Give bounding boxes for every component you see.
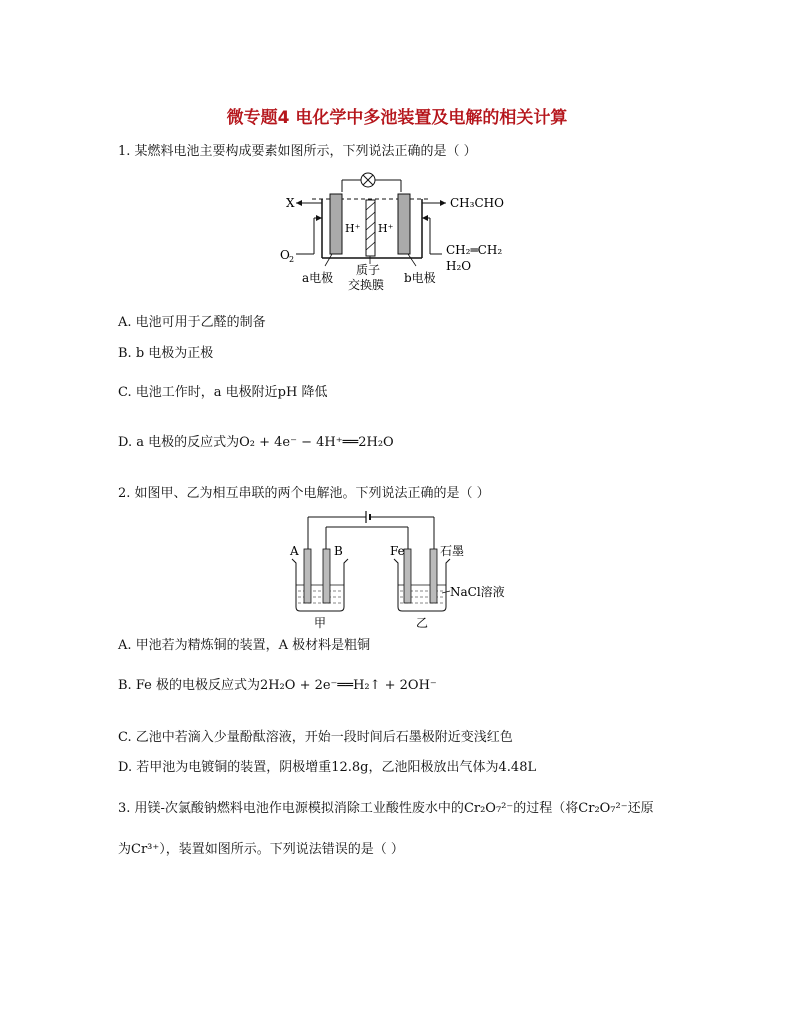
- q1-option-c-ph: pH: [277, 385, 298, 400]
- page-title: 微专题4 电化学中多池装置及电解的相关计算: [226, 108, 568, 128]
- membrane-label-line2: 交换膜: [348, 278, 385, 292]
- q2-option-b-equation: 2H₂O + 2e⁻══H₂↑ + 2OH⁻: [259, 678, 437, 693]
- label-b: B: [334, 544, 343, 558]
- question-2-stem: 2. 如图甲、乙为相互串联的两个电解池。下列说法正确的是（ ）: [118, 486, 490, 501]
- q3-ion-dichromate-1: Cr₂O₇²⁻: [463, 801, 514, 816]
- q3-stem-part2: 的过程（将: [513, 801, 579, 816]
- membrane-label-line1: 质子: [356, 263, 381, 277]
- arrow-out-x-icon: [296, 200, 302, 206]
- q2-option-a: A. 甲池若为精炼铜的装置，A 极材料是粗铜: [118, 638, 371, 653]
- q1-option-c-text: C. 电池工作时，a 电极附近: [118, 385, 278, 400]
- arrow-in-o2-icon: [316, 215, 322, 221]
- q2-option-b: [118, 677, 437, 695]
- electrode-graphite: [430, 549, 437, 603]
- electrolysis-cells-diagram: [282, 507, 522, 632]
- electrode-b: [398, 194, 410, 254]
- label-a: A: [290, 544, 299, 558]
- electrode-fe: [404, 549, 411, 603]
- q2-option-d-mass: 12.8g: [331, 760, 369, 775]
- label-fe: Fe: [390, 544, 405, 558]
- ch3cho-label: CH₃CHO: [450, 196, 504, 210]
- question-3-stem-line2: [118, 841, 404, 859]
- label-nacl: NaCl溶液: [450, 585, 505, 599]
- electrode-b: [323, 549, 330, 603]
- q3-ion-chromium: Cr³⁺: [131, 842, 160, 857]
- q2-option-c: C. 乙池中若滴入少量酚酞溶液，开始一段时间后石墨极附近变浅红色: [118, 730, 513, 745]
- fuel-cell-diagram: [270, 170, 530, 295]
- q1-option-d: [118, 434, 394, 452]
- q2-option-d-text: D. 若甲池为电镀铜的装置，阴极增重: [118, 760, 332, 775]
- q1-option-d-equation: O₂ + 4e⁻ − 4H⁺══2H₂O: [239, 435, 394, 450]
- arrow-out-ch3cho-icon: [440, 200, 446, 206]
- water-label: H₂O: [446, 259, 472, 273]
- svg-text:2: 2: [289, 255, 295, 264]
- label-yi: 乙: [416, 616, 429, 630]
- o2-label: O: [280, 248, 290, 262]
- ethylene-label: CH₂═CH₂: [446, 243, 503, 257]
- label-jia: 甲: [314, 616, 327, 630]
- h-plus-left: H⁺: [345, 222, 361, 235]
- q2-option-d: [118, 759, 536, 777]
- b-electrode-label: b电极: [404, 271, 436, 285]
- q1-option-b: B. b 电极为正极: [118, 346, 214, 361]
- q3-stem-part4: 为: [118, 842, 132, 857]
- q3-stem-part1: 3. 用镁-次氯酸钠燃料电池作电源模拟消除工业酸性废水中的: [118, 801, 464, 816]
- q1-option-c-end: 降低: [297, 385, 328, 400]
- a-electrode-label: a电极: [302, 271, 334, 285]
- q3-stem-part5: ），装置如图所示。下列说法错误的是（ ）: [159, 842, 404, 857]
- label-graphite: 石墨: [440, 544, 465, 558]
- q2-option-d-volume: 4.48L: [498, 760, 537, 775]
- q1-option-d-text: D. a 电极的反应式为: [118, 435, 240, 450]
- q3-stem-part3: 还原: [627, 801, 654, 816]
- q1-option-c: [118, 384, 327, 402]
- question-3-stem-line1: [118, 800, 654, 818]
- electrode-a: [330, 194, 342, 254]
- q2-option-b-text: B. Fe 极的电极反应式为: [118, 678, 260, 693]
- q1-option-a: A. 电池可用于乙醛的制备: [118, 315, 266, 330]
- question-1-stem: 1. 某燃料电池主要构成要素如图所示，下列说法正确的是（ ）: [118, 144, 477, 159]
- electrode-a: [304, 549, 311, 603]
- h-plus-right: H⁺: [378, 222, 394, 235]
- x-label: X: [286, 196, 295, 210]
- q3-ion-dichromate-2: Cr₂O₇²⁻: [578, 801, 628, 816]
- q2-option-d-text2: ，乙池阳极放出气体为: [368, 760, 499, 775]
- arrow-in-ethylene-icon: [422, 215, 428, 221]
